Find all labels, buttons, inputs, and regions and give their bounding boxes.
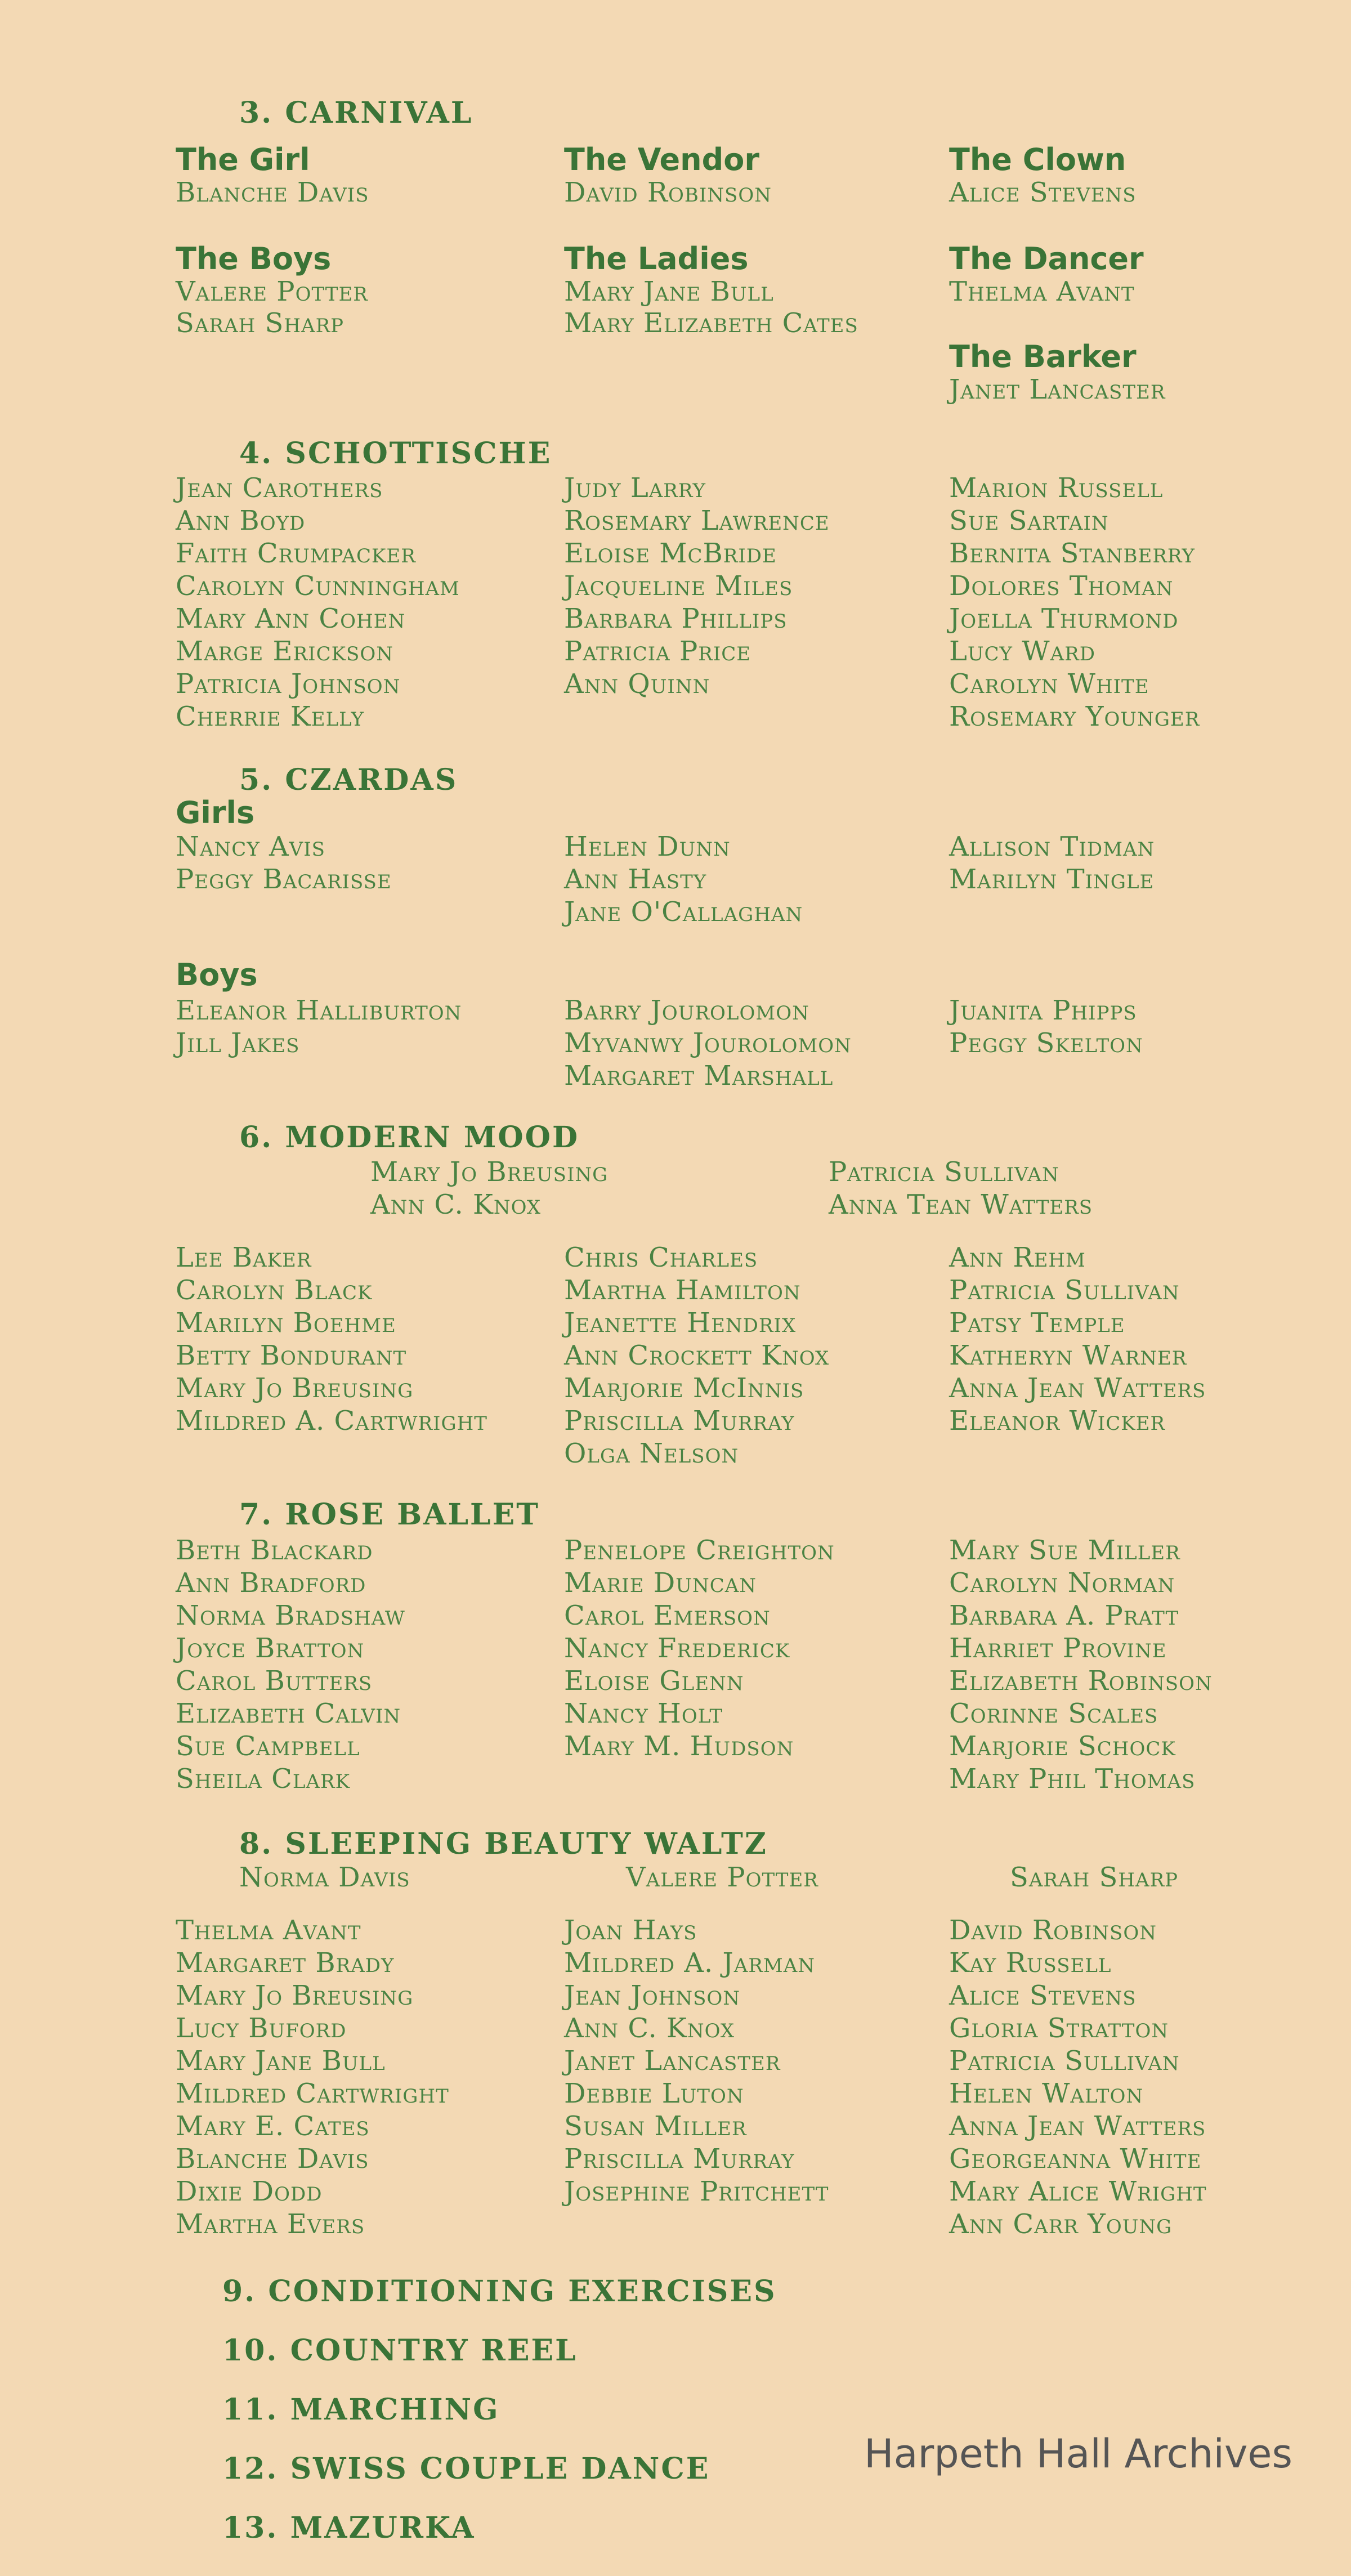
role-label: The Girl — [176, 142, 310, 177]
performer-name: Marge Erickson — [176, 636, 393, 667]
performer-name: Jacqueline Miles — [564, 570, 793, 602]
performer-name: Bernita Stanberry — [949, 538, 1195, 569]
performer-name: Patsy Temple — [949, 1307, 1125, 1339]
performer-name: Patricia Sullivan — [829, 1156, 1059, 1188]
performer-name: Carolyn Black — [176, 1274, 373, 1306]
role-names — [176, 177, 369, 208]
performer-name: Ann Boyd — [176, 505, 306, 536]
performer-name: Priscilla Murray — [564, 2143, 795, 2175]
performer-name: Marjorie McInnis — [564, 1372, 804, 1404]
performer-name: Jean Johnson — [564, 1980, 741, 2011]
performer-name: Joyce Bratton — [176, 1633, 365, 1664]
performer-name: Peggy Bacarisse — [176, 864, 392, 895]
section-heading-conditioning-exercises: 9. CONDITIONING EXERCISES — [222, 2274, 777, 2309]
lead-column — [370, 1156, 608, 1221]
name-column — [564, 472, 830, 700]
name-column — [176, 1534, 405, 1795]
name-column — [949, 830, 1155, 896]
role-names — [564, 276, 858, 339]
name-column — [176, 994, 462, 1059]
performer-name: Juanita Phipps — [949, 995, 1137, 1026]
role-names — [176, 276, 368, 339]
name-column — [949, 1241, 1206, 1437]
performer-name: Susan Miller — [564, 2110, 747, 2142]
performer-name: Anna Tean Watters — [829, 1189, 1093, 1220]
performer-name: Marilyn Tingle — [949, 864, 1155, 895]
performer-name: Patricia Sullivan — [949, 2045, 1180, 2077]
name-column — [949, 994, 1143, 1059]
section-heading-czardas: 5. CZARDAS — [239, 763, 458, 797]
performer-name: Eleanor Halliburton — [176, 995, 462, 1026]
name-column — [564, 1914, 829, 2208]
performer-name: Valere Potter — [176, 276, 368, 307]
performer-name: Marjorie Schock — [949, 1730, 1176, 1762]
performer-name: Lucy Ward — [949, 636, 1095, 667]
performer-name: Margaret Marshall — [564, 1060, 834, 1092]
performer-name: Anna Jean Watters — [949, 1372, 1206, 1404]
role-label: The Vendor — [564, 142, 759, 177]
performer-name: Sarah Sharp — [1010, 1862, 1179, 1893]
section-heading-carnival: 3. CARNIVAL — [239, 96, 473, 130]
performer-name: Lucy Buford — [176, 2012, 347, 2044]
performer-name: Jean Carothers — [176, 472, 383, 504]
performer-name: Allison Tidman — [949, 831, 1155, 862]
group-label-boys: Boys — [176, 957, 258, 992]
section-heading-country-reel: 10. COUNTRY REEL — [222, 2333, 578, 2368]
performer-name: Rosemary Lawrence — [564, 505, 830, 536]
role-names — [564, 177, 772, 208]
performer-name: Kay Russell — [949, 1947, 1112, 1979]
performer-name: Georgeanna White — [949, 2143, 1202, 2175]
role-label: The Boys — [176, 241, 332, 276]
name-column — [949, 1534, 1213, 1795]
performer-name: Jeanette Hendrix — [564, 1307, 797, 1339]
name-column — [949, 1914, 1207, 2240]
lead-column — [829, 1156, 1093, 1221]
performer-name: Mary E. Cates — [176, 2110, 370, 2142]
performer-name: Myvanwy Jourolomon — [564, 1027, 852, 1059]
role-names — [949, 374, 1165, 405]
name-column — [949, 472, 1200, 733]
name-column — [564, 994, 852, 1092]
performer-name: Anna Jean Watters — [949, 2110, 1206, 2142]
performer-name: Mildred Cartwright — [176, 2078, 449, 2109]
performer-name: Mary Jane Bull — [176, 2045, 386, 2077]
performer-name: Mary Ann Cohen — [176, 603, 406, 634]
performer-name: Betty Bondurant — [176, 1340, 407, 1371]
performer-name: Marie Duncan — [564, 1567, 757, 1599]
performer-name: Ann Quinn — [564, 668, 710, 700]
performer-name: Sue Campbell — [176, 1730, 360, 1762]
name-column — [176, 472, 460, 733]
performer-name: Carolyn Cunningham — [176, 570, 460, 602]
performer-name: David Robinson — [949, 1915, 1157, 1946]
performer-name: Elizabeth Calvin — [176, 1698, 401, 1729]
performer-name: Valere Potter — [626, 1862, 818, 1893]
lead-name — [626, 1861, 818, 1894]
performer-name: Helen Dunn — [564, 831, 731, 862]
section-heading-sleeping-beauty-waltz: 8. SLEEPING BEAUTY WALTZ — [239, 1827, 768, 1861]
performer-name: Dolores Thoman — [949, 570, 1174, 602]
performer-name: Sheila Clark — [176, 1763, 351, 1795]
performer-name: Ann Carr Young — [949, 2208, 1173, 2240]
performer-name: Ann C. Knox — [370, 1189, 542, 1220]
performer-name: Marion Russell — [949, 472, 1164, 504]
performer-name: Ann Hasty — [564, 864, 707, 895]
performer-name: Thelma Avant — [176, 1915, 361, 1946]
name-column — [176, 1914, 449, 2240]
performer-name: Peggy Skelton — [949, 1027, 1143, 1059]
performer-name: Martha Hamilton — [564, 1274, 801, 1306]
performer-name: Dixie Dodd — [176, 2176, 323, 2207]
name-column — [564, 1534, 835, 1763]
performer-name: Judy Larry — [564, 472, 706, 504]
performer-name: Mary Jane Bull — [564, 276, 774, 307]
performer-name: Barbara A. Pratt — [949, 1600, 1179, 1631]
performer-name: Alice Stevens — [949, 177, 1137, 208]
performer-name: Josephine Pritchett — [564, 2176, 829, 2207]
performer-name: Harriet Provine — [949, 1633, 1167, 1664]
performer-name: Cherrie Kelly — [176, 701, 365, 732]
section-heading-modern-mood: 6. MODERN MOOD — [239, 1120, 580, 1155]
performer-name: Joan Hays — [564, 1915, 697, 1946]
performer-name: Elizabeth Robinson — [949, 1665, 1213, 1697]
name-column — [176, 830, 392, 896]
performer-name: Patricia Price — [564, 636, 751, 667]
performer-name: Faith Crumpacker — [176, 538, 416, 569]
performer-name: Mary M. Hudson — [564, 1730, 794, 1762]
performer-name: Ann Bradford — [176, 1567, 366, 1599]
performer-name: Lee Baker — [176, 1242, 312, 1273]
performer-name: Patricia Johnson — [176, 668, 401, 700]
performer-name: Sue Sartain — [949, 505, 1109, 536]
performer-name: Debbie Luton — [564, 2078, 744, 2109]
performer-name: Joella Thurmond — [949, 603, 1179, 634]
performer-name: Ann Rehm — [949, 1242, 1086, 1273]
performer-name: Jill Jakes — [176, 1027, 300, 1059]
performer-name: David Robinson — [564, 177, 772, 208]
lead-name — [1010, 1861, 1178, 1894]
performer-name: Janet Lancaster — [564, 2045, 781, 2077]
role-label: The Dancer — [949, 241, 1144, 276]
performer-name: Eloise McBride — [564, 538, 777, 569]
section-heading-rose-ballet: 7. ROSE BALLET — [239, 1497, 540, 1532]
performer-name: Mary Elizabeth Cates — [564, 307, 858, 339]
performer-name: Mary Jo Breusing — [176, 1372, 414, 1404]
performer-name: Carolyn Norman — [949, 1567, 1175, 1599]
role-label: The Barker — [949, 339, 1137, 374]
performer-name: Barry Jourolomon — [564, 995, 809, 1026]
performer-name: Beth Blackard — [176, 1535, 373, 1566]
performer-name: Martha Evers — [176, 2208, 365, 2240]
section-heading-mazurka: 13. MAZURKA — [222, 2511, 476, 2545]
performer-name: Ann Crockett Knox — [564, 1340, 830, 1371]
role-names — [949, 177, 1137, 208]
performer-name: Priscilla Murray — [564, 1405, 795, 1437]
performer-name: Eloise Glenn — [564, 1665, 744, 1697]
performer-name: Helen Walton — [949, 2078, 1144, 2109]
performer-name: Mary Alice Wright — [949, 2176, 1207, 2207]
section-heading-schottische: 4. SCHOTTISCHE — [239, 436, 552, 471]
performer-name: Mary Sue Miller — [949, 1535, 1180, 1566]
performer-name: Thelma Avant — [949, 276, 1135, 307]
archive-watermark: Harpeth Hall Archives — [864, 2431, 1292, 2477]
performer-name: Margaret Brady — [176, 1947, 395, 1979]
performer-name: Eleanor Wicker — [949, 1405, 1166, 1437]
performer-name: Mary Jo Breusing — [176, 1980, 414, 2011]
performer-name: Patricia Sullivan — [949, 1274, 1180, 1306]
performer-name: Marilyn Boehme — [176, 1307, 396, 1339]
role-names — [949, 276, 1135, 307]
performer-name: Blanche Davis — [176, 177, 369, 208]
performer-name: Alice Stevens — [949, 1980, 1137, 2011]
section-heading-marching: 11. MARCHING — [222, 2392, 500, 2427]
name-column — [564, 1241, 829, 1470]
performer-name: Norma Davis — [239, 1862, 410, 1893]
performer-name: Sarah Sharp — [176, 307, 345, 339]
performer-name: Mary Phil Thomas — [949, 1763, 1196, 1795]
performer-name: Olga Nelson — [564, 1438, 739, 1469]
performer-name: Barbara Phillips — [564, 603, 788, 634]
performer-name: Penelope Creighton — [564, 1535, 835, 1566]
performer-name: Ann C. Knox — [564, 2012, 735, 2044]
performer-name: Jane O'Callaghan — [564, 896, 803, 928]
name-column — [176, 1241, 487, 1437]
performer-name: Gloria Stratton — [949, 2012, 1169, 2044]
group-label-girls: Girls — [176, 795, 255, 830]
role-label: The Ladies — [564, 241, 749, 276]
performer-name: Rosemary Younger — [949, 701, 1200, 732]
performer-name: Nancy Avis — [176, 831, 325, 862]
performer-name: Katheryn Warner — [949, 1340, 1187, 1371]
performer-name: Mildred A. Jarman — [564, 1947, 816, 1979]
role-label: The Clown — [949, 142, 1126, 177]
performer-name: Carolyn White — [949, 668, 1149, 700]
performer-name: Chris Charles — [564, 1242, 758, 1273]
performer-name: Mary Jo Breusing — [370, 1156, 609, 1188]
name-column — [564, 830, 803, 928]
section-heading-swiss-couple-dance: 12. SWISS COUPLE DANCE — [222, 2452, 710, 2486]
lead-name — [239, 1861, 410, 1894]
performer-name: Mildred A. Cartwright — [176, 1405, 487, 1437]
performer-name: Carol Butters — [176, 1665, 373, 1697]
performer-name: Norma Bradshaw — [176, 1600, 405, 1631]
performer-name: Janet Lancaster — [949, 374, 1166, 405]
performer-name: Blanche Davis — [176, 2143, 369, 2175]
performer-name: Corinne Scales — [949, 1698, 1158, 1729]
performer-name: Nancy Holt — [564, 1698, 723, 1729]
performer-name: Nancy Frederick — [564, 1633, 790, 1664]
performer-name: Carol Emerson — [564, 1600, 771, 1631]
